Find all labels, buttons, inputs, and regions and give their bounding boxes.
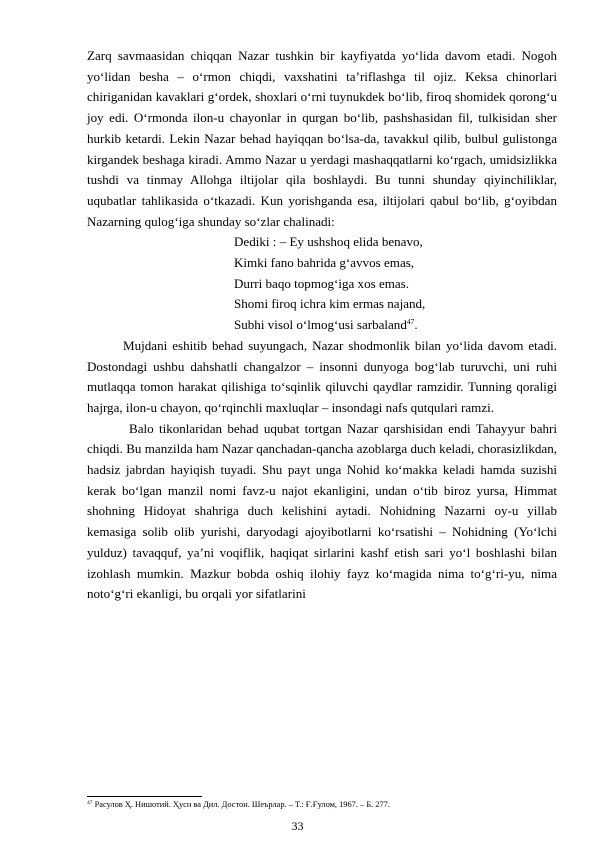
paragraph-3: Balo tikonlaridan behad uqubat tortgan Nazar qarshisidan endi Tahayyur bahri chiqdi. Bu manzilda ham Nazar qanchadan-qancha azoblarga duch keladi, chorasizlikdan, hadsiz jabrdan hayiqish tuyadi. Shu payt unga Nohid ko‘makka keladi hamda suzishi kerak bo‘lgan manzil nomi favz-u najot ekanligini, undan o‘tib biroz yursa, Himmat shohning Hidoyat shahriga duch kelishini aytadi. Nohidning Nazarni oy-u yillab kemasiga solib olib yurishi, daryodagi ajoyibotlarni ko‘rsatishi – Nohidning (Yo‘lchi yulduz) tavaqquf, ya’ni voqiflik, haqiqat sirlarini kashf etish sari yo‘l boshlashi bilan izohlash mumkin. Mazkur bobda oshiq ilohiy fayz ko‘magida nima to‘g‘ri-yu, nima noto‘g‘ri ekanligi, bu orqali yor sifatlarini bbox=[87, 420, 557, 602]
paragraph-2: Mujdani eshitib behad suyungach, Nazar shodmonlik bilan yo‘lida davom etadi. Dostondagi ushbu dahshatli changalzor – insonni dunyoga bog‘lab turuvchi, uni ruhi mutlaqqa tomon harakat qilishiga to‘sqinlik qiluvchi qaydlar ramzidir. Tunning qoraligi hajrga, ilon-u chayon, qo‘rqinchli maxluqlar – insondagi nafs qutqulari ramzi. bbox=[87, 337, 557, 415]
verse-line-5: Subhi visol o‘lmog‘usi sarbaland$^{47}$. bbox=[234, 317, 418, 333]
paragraph-1: Zarq savmaasidan chiqqan Nazar tushkin bir kayfiyatda yo‘lida davom etadi. Nogoh yo‘lidan besha – o‘rmon chiqdi, vaxshatini ta’riflashga til ojiz. Keksa chinorlari chiriganidan kavaklari g‘ordek, shoxlari o‘rni tuynukdek bo‘lib, firoq shomidek qorong‘u joy edi. O‘rmonda ilon-u chayonlar in qurgan bo‘lib, pashshasidan fil, tulkisidan sher hurkib ketardi. Lekin Nazar behad hayiqqan bo‘lsa-da, tavakkul qilib, bulbul gulistonga kirgandek beshaga kiradi. Ammo Nazar u yerdagi mashaqqatlarni ko‘rgach, umidsizlikka tushdi va tinmay Allohga iltijolar qila boshlaydi. Bu tunni shunday qiyinchiliklar, uqubatlar tahlikasida o‘tkazadi. Kun yorishganda esa, iltijolari qabul bo‘lib, g‘oyibdan Nazarning qulog‘iga shunday so‘zlar chalinadi: bbox=[87, 48, 557, 229]
footnote-text: Расулов Ҳ. Нишотий. Ҳусн ва Дил. Достон. Шеърлар. – Т.: Ғ.Ғулом, 1967. – Б. 277. bbox=[94, 800, 390, 809]
footnote bbox=[87, 799, 557, 810]
verse-line-5-text: Subhi visol o‘lmog‘usi sarbaland bbox=[234, 317, 407, 333]
page-number: 33 bbox=[291, 819, 304, 833]
verse-line-3: Durri baqo topmog‘iga xos emas. bbox=[234, 275, 410, 291]
footnote-mark: 47 bbox=[87, 800, 93, 806]
verse-line-2: Kimki fano bahrida g‘avvos emas, bbox=[234, 255, 415, 271]
footnote-divider bbox=[87, 796, 202, 797]
verse-line-4: Shomi firoq ichra kim ermas najand, bbox=[234, 296, 426, 312]
footnote-reference[interactable]: 47 bbox=[406, 317, 415, 327]
verse-block bbox=[234, 232, 557, 336]
verse-line-1: Dediki : – Ey ushshoq elida benavo, bbox=[234, 234, 423, 250]
document-body bbox=[87, 46, 557, 605]
